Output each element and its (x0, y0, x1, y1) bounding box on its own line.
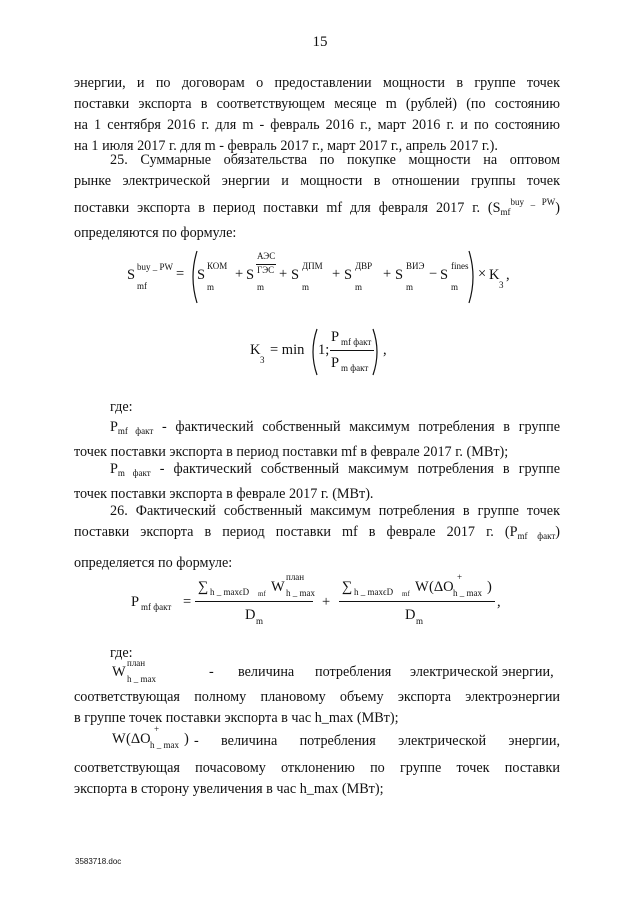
definition-p-mf (74, 417, 560, 463)
text-line: в группе точек поставки экспорта в час h_max (МВт); (74, 710, 399, 726)
formula-symbol: W (112, 664, 126, 680)
text-line: точек поставки экспорта в период поставки mf в феврале 2017 г. (МВт); (74, 444, 509, 460)
text-line: определяются по формуле: (74, 225, 237, 241)
page-number: 15 (312, 34, 328, 50)
formula-plus: + (383, 266, 392, 282)
formula-subscript: mf факт (341, 337, 372, 347)
paragraph-continuation (74, 73, 560, 157)
text-line-part: поставки экспорта в период поставки mf для февраля 2017 г. (S (74, 200, 501, 216)
definition-w-delta-text (74, 758, 560, 800)
formula-superscript: КОМ (207, 261, 228, 271)
formula-symbol: S (395, 267, 404, 283)
text-line: - величина потребления электрической энергии, (194, 733, 560, 749)
formula-symbol: P (331, 355, 340, 371)
symbol-subscript: mf (500, 207, 511, 217)
text-line: на 1 июля 2017 г. для m - февраль 2017 г., март 2017 г., апрель 2017 г.). (74, 138, 498, 154)
formula-subscript: m (256, 616, 264, 626)
formula-plus: + (279, 266, 288, 282)
formula-subscript: h _ max (127, 674, 156, 684)
formula-subscript: mf факт (141, 602, 172, 612)
formula-plus: + (322, 594, 331, 610)
text-line-part: - фактический собственный максимум потребления в группе (153, 419, 560, 435)
formula-symbol: K (489, 267, 500, 283)
formula-subscript: 3 (260, 355, 265, 365)
formula-superscript: fines (451, 261, 469, 271)
text-word: потребления (315, 664, 392, 680)
formula-superscript: + (457, 572, 463, 582)
formula-subscript: h _ max (286, 588, 315, 598)
formula-bracket-right (370, 327, 384, 377)
text-line: определяется по формуле: (74, 555, 233, 571)
text-line: 25. Суммарные обязательства по покупке мощности на оптовом (110, 152, 560, 168)
formula-superscript: ГЭС (257, 265, 275, 275)
text-line: на 1 сентября 2016 г. для m - февраль 2016 г., март 2016 г. и по состоянию (74, 117, 560, 133)
formula-superscript: АЭС (257, 251, 276, 261)
formula-symbol: S (344, 267, 353, 283)
text-line: соответствующая полному плановому объему экспорта электроэнергии (74, 689, 560, 705)
fraction-bar (195, 601, 313, 602)
formula-subscript: m (302, 282, 310, 292)
text-line: экспорта в сторону увеличения в час h_max (МВт); (74, 781, 384, 797)
text-line: поставки экспорта в соответствующем месяце m (рублей) (по состоянию (74, 96, 560, 112)
formula-subscript: mf (258, 590, 266, 598)
formula-symbol: S (127, 267, 136, 283)
formula-min: = min (270, 342, 305, 358)
formula-symbol: S (291, 267, 300, 283)
text-line-part: поставки экспорта в период поставки mf в феврале 2017 г. (P (74, 524, 518, 540)
definition-w-delta-line0 (194, 731, 560, 752)
text-line: рынке электрической энергии и мощности в отношении группы точек (74, 173, 560, 189)
formula-sum: ∑ (198, 579, 209, 595)
where-label: где: (110, 645, 133, 661)
formula-superscript: ДВР (355, 261, 373, 271)
symbol-subscript: mf факт (117, 426, 154, 436)
text-word: - (209, 664, 214, 680)
where-label: где: (110, 399, 133, 415)
formula-subscript: mf (137, 281, 147, 291)
formula-comma: , (506, 267, 510, 283)
formula-symbol: S (246, 267, 255, 283)
formula-delta: (ΔO (126, 731, 151, 747)
paren-close: ) (555, 524, 560, 540)
formula-subscript: m факт (341, 363, 369, 373)
paragraph-25 (74, 150, 560, 244)
formula-subscript: mf (402, 590, 410, 598)
formula-symbol: W (415, 579, 429, 595)
formula-superscript: план (286, 572, 305, 582)
formula-subscript: h _ max (453, 588, 482, 598)
text-line (74, 192, 560, 223)
formula-subscript: m (257, 282, 265, 292)
formula-symbol: P (331, 329, 340, 345)
text-line: $P_{m факт}$ - фактический собственный максимум потребления в группе (110, 461, 560, 478)
text-word: величина (238, 664, 295, 680)
formula-symbol: D (245, 607, 256, 623)
text-line (74, 522, 560, 547)
formula-symbol: S (197, 267, 206, 283)
text-word: энергии, (502, 664, 554, 680)
fraction-bar (339, 601, 495, 602)
formula-eq: = (176, 266, 185, 282)
formula-subscript: 3 (499, 280, 504, 290)
formula-subscript: m (416, 616, 424, 626)
text-line: энергии, и по договорам о предоставлении мощности в группе точек (74, 75, 560, 91)
formula-plus: + (235, 266, 244, 282)
fraction-bar (330, 350, 374, 351)
formula-text: 1; (318, 342, 330, 358)
formula-sum: ∑ (342, 579, 353, 595)
formula-delta: (ΔO (429, 579, 454, 595)
formula-superscript: ДПМ (302, 261, 323, 271)
formula-superscript: план (127, 658, 146, 668)
formula-subscript: h _ maxϵD (354, 587, 394, 597)
formula-superscript: + (154, 724, 160, 734)
formula-plus: + (332, 266, 341, 282)
formula-subscript: h _ max (150, 740, 179, 750)
formula-subscript: m (207, 282, 215, 292)
formula-symbol: S (440, 267, 449, 283)
text-line: соответствующая почасовому отклонению по группе точек поставки (74, 760, 560, 776)
formula-symbol: P (131, 594, 140, 610)
text-line-part: - фактический собственный максимум потребления в группе (150, 461, 560, 477)
definition-p-m (74, 459, 560, 505)
formula-symbol: K (250, 342, 261, 358)
formula-eq: = (183, 594, 192, 610)
formula-superscript: ВИЭ (406, 261, 425, 271)
formula-minus: − (429, 266, 438, 282)
formula-paren: ) (184, 731, 189, 747)
symbol-subscript: mf факт (517, 531, 556, 541)
paren-close: ) (555, 200, 560, 216)
formula-subscript: h _ maxϵD (210, 587, 250, 597)
formula-symbol: D (405, 607, 416, 623)
formula-comma: , (383, 342, 387, 358)
formula-comma: , (497, 594, 501, 610)
formula-paren: ) (487, 579, 492, 595)
symbol-subscript: m факт (117, 468, 151, 478)
footer-filename: 3583718.doc (75, 857, 122, 866)
symbol-superscript: buy _ PW (510, 197, 556, 207)
formula-subscript: m (451, 282, 459, 292)
formula-subscript: m (355, 282, 363, 292)
definition-w-plan-text (74, 687, 560, 729)
text-line: $P_{mf факт}$ - фактический собственный максимум потребления в группе (110, 419, 560, 436)
formula-superscript: buy _ PW (137, 262, 173, 272)
paragraph-26 (74, 501, 560, 574)
text-line: 26. Фактический собственный максимум потребления в группе точек (110, 503, 560, 519)
formula-subscript: m (406, 282, 414, 292)
text-word: электрической (410, 664, 498, 680)
formula-symbol: W (271, 579, 285, 595)
formula-times: × (478, 266, 487, 282)
formula-symbol: W (112, 731, 126, 747)
text-line: точек поставки экспорта в феврале 2017 г. (МВт). (74, 486, 374, 502)
